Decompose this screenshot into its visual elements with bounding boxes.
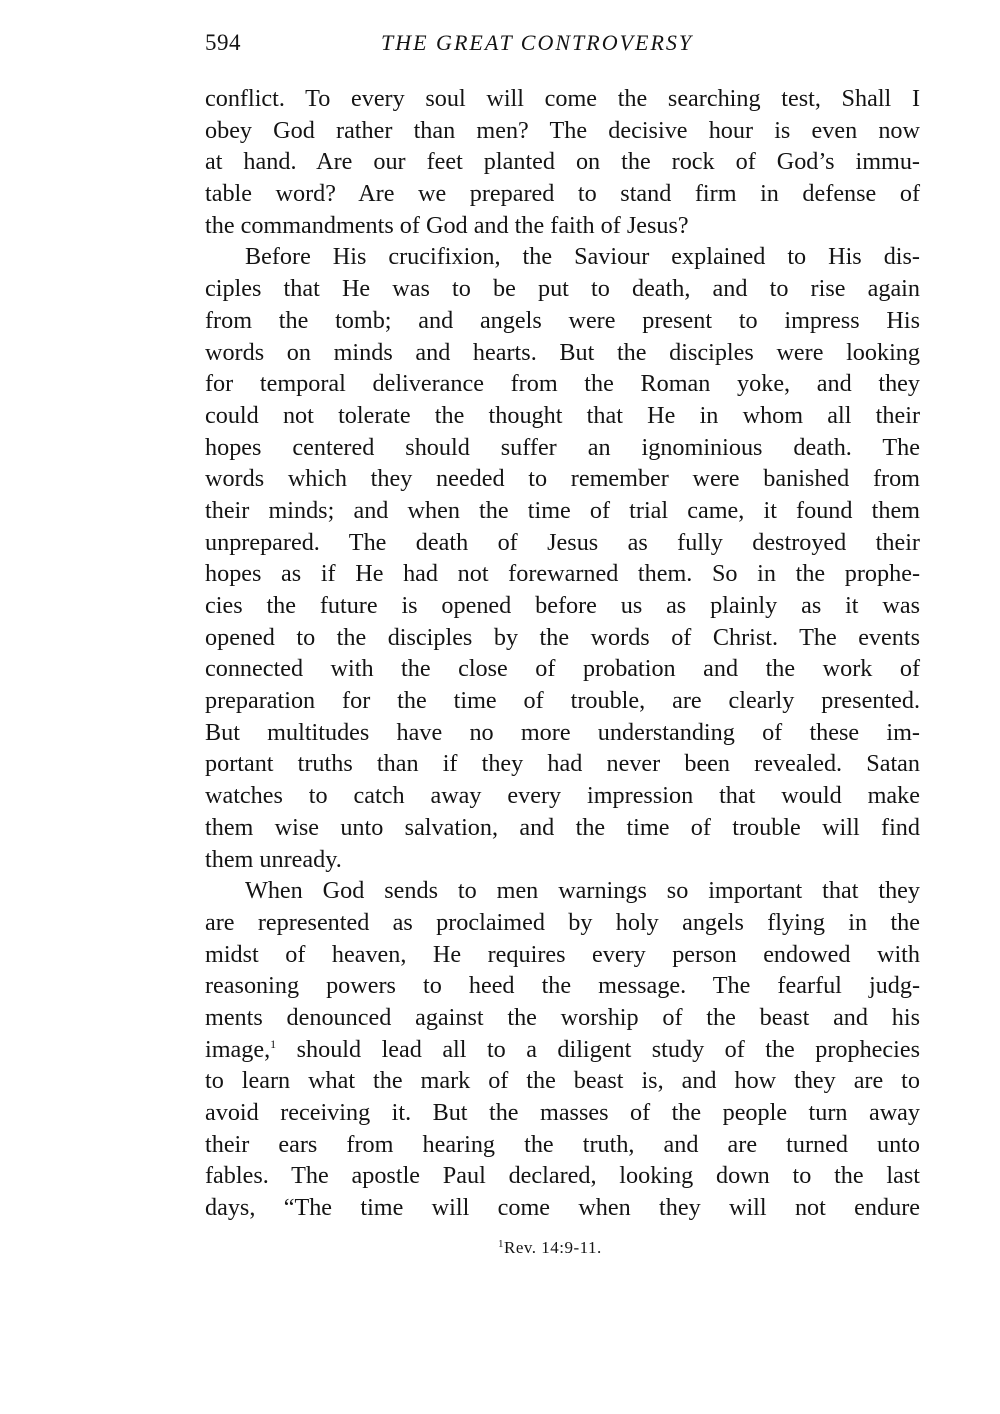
text-line: unprepared. The death of Jesus as fully destroyed their (205, 528, 920, 556)
footnote-reference[interactable]: 1 (270, 1036, 277, 1051)
text-line: days, “The time will come when they will not endure (205, 1194, 920, 1222)
text-fragment: should lead all to a diligent study of the prophecies (276, 1035, 920, 1063)
text-line: fables. The apostle Paul declared, looking down to the last (205, 1162, 920, 1190)
page-number: 594 (205, 30, 241, 55)
footnote-mark: 1 (498, 1238, 504, 1250)
text-line: portant truths than if they had never been revealed. Satan (205, 750, 920, 778)
text-line: watches to catch away every impression that would make (205, 782, 920, 810)
text-line: hopes as if He had not forewarned them. So in the prophe- (205, 560, 920, 588)
text-line: at hand. Are our feet planted on the rock of God’s immu- (205, 148, 920, 176)
paragraph-1 (205, 83, 920, 241)
footnote-text: Rev. 14:9-11. (504, 1238, 602, 1257)
paragraph-3 (205, 875, 920, 1224)
text-line: table word? Are we prepared to stand firm in defense of (205, 180, 920, 208)
text-line: words which they needed to remember were banished from (205, 465, 920, 493)
footnote (498, 1238, 602, 1258)
text-line: hopes centered should suffer an ignominious death. The (205, 433, 920, 461)
page-header (205, 30, 920, 60)
text-line: avoid receiving it. But the masses of the people turn away (205, 1099, 920, 1126)
text-line: words on minds and hearts. But the disciples were looking (205, 338, 920, 366)
text-line: them wise unto salvation, and the time of trouble will find (205, 813, 920, 841)
text-line: ments denounced against the worship of the beast and his (205, 1003, 920, 1031)
body-text (205, 83, 920, 1224)
text-line: But multitudes have no more understanding of these im- (205, 718, 920, 746)
text-line: ciples that He was to be put to death, and to rise again (205, 275, 920, 303)
text-fragment: image, (205, 1035, 271, 1063)
text-line: could not tolerate the thought that He in whom all their (205, 401, 920, 429)
text-line: their ears from hearing the truth, and are turned unto (205, 1130, 920, 1158)
text-line: them unready. (205, 845, 342, 873)
text-line: cies the future is opened before us as plainly as it was (205, 592, 920, 619)
text-line: to learn what the mark of the beast is, and how they are to (205, 1067, 920, 1095)
text-line: Before His crucifixion, the Saviour explained to His dis- (245, 243, 920, 271)
text-line: preparation for the time of trouble, are clearly presented. (205, 687, 920, 715)
text-line: their minds; and when the time of trial came, it found them (205, 496, 920, 524)
text-line-with-footnote (205, 1034, 920, 1066)
text-line: obey God rather than men? The decisive hour is even now (205, 116, 920, 144)
text-line: When God sends to men warnings so important that they (245, 877, 920, 905)
text-line: midst of heaven, He requires every person endowed with (205, 940, 920, 968)
text-line: are represented as proclaimed by holy angels flying in the (205, 908, 920, 936)
text-line: opened to the disciples by the words of Christ. The events (205, 623, 920, 651)
text-line: the commandments of God and the faith of Jesus? (205, 211, 689, 239)
text-line: from the tomb; and angels were present to impress His (205, 306, 920, 334)
text-line: for temporal deliverance from the Roman yoke, and they (205, 370, 920, 398)
text-line: conflict. To every soul will come the searching test, Shall I (205, 85, 920, 112)
running-title: THE GREAT CONTROVERSY (381, 30, 694, 55)
text-line: reasoning powers to heed the message. The fearful judg- (205, 972, 920, 1000)
text-line: connected with the close of probation and the work of (205, 655, 920, 683)
paragraph-2 (205, 241, 920, 875)
